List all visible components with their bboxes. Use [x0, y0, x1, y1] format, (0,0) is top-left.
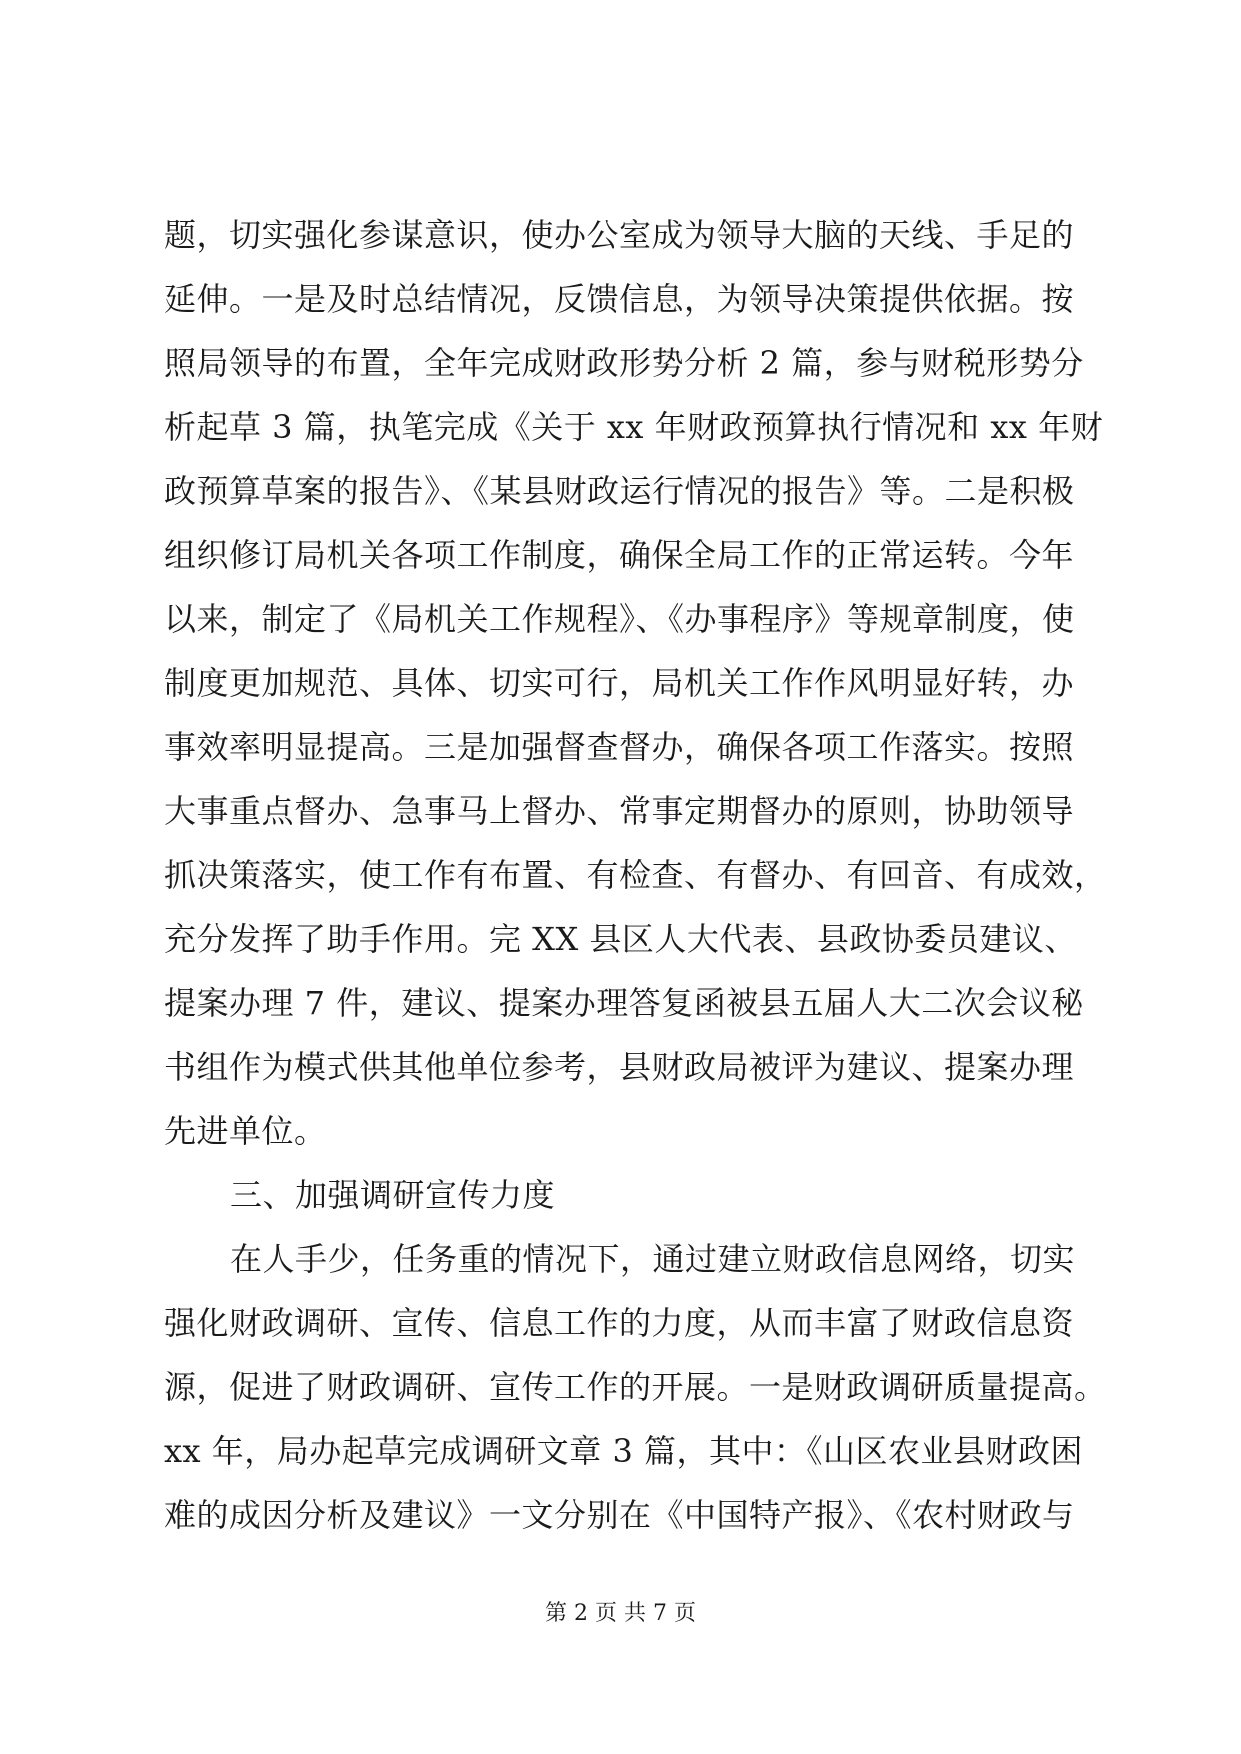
text-line: 事效率明显提高。三是加强督查督办，确保各项工作落实。按照 — [164, 728, 1075, 766]
body-text — [164, 203, 1107, 1547]
text-line: 析起草 3 篇，执笔完成《关于 xx 年财政预算执行情况和 xx 年财 — [164, 408, 1104, 446]
text-line: 充分发挥了助手作用。完 XX 县区人大代表、县政协委员建议、 — [164, 920, 1077, 958]
text-line: xx 年，局办起草完成调研文章 3 篇，其中：《山区农业县财政困 — [164, 1432, 1083, 1470]
text-line: 书组作为模式供其他单位参考，县财政局被评为建议、提案办理 — [164, 1048, 1075, 1086]
text-line: 先进单位。 — [164, 1112, 327, 1150]
text-line: 提案办理 7 件，建议、提案办理答复函被县五届人大二次会议秘 — [164, 984, 1084, 1022]
text-line: 源，促进了财政调研、宣传工作的开展。一是财政调研质量提高。 — [164, 1368, 1107, 1406]
page-number: 第 2 页 共 7 页 — [545, 1601, 696, 1626]
text-line: 抓决策落实，使工作有布置、有检查、有督办、有回音、有成效， — [164, 856, 1107, 894]
text-line: 题，切实强化参谋意识，使办公室成为领导大脑的天线、手足的 — [164, 216, 1075, 254]
text-line: 制度更加规范、具体、切实可行，局机关工作作风明显好转，办 — [164, 664, 1075, 702]
text-line: 大事重点督办、急事马上督办、常事定期督办的原则，协助领导 — [164, 792, 1075, 830]
text-line: 照局领导的布置，全年完成财政形势分析 2 篇，参与财税形势分 — [164, 344, 1084, 382]
text-line: 强化财政调研、宣传、信息工作的力度，从而丰富了财政信息资 — [164, 1304, 1075, 1342]
text-line: 政预算草案的报告》、《某县财政运行情况的报告》等。二是积极 — [164, 472, 1075, 510]
page-footer — [0, 1599, 1241, 1629]
text-line: 以来，制定了《局机关工作规程》、《办事程序》等规章制度，使 — [164, 600, 1075, 638]
text-line: 组织修订局机关各项工作制度，确保全局工作的正常运转。今年 — [164, 536, 1075, 574]
text-line: 在人手少，任务重的情况下，通过建立财政信息网络，切实 — [230, 1240, 1076, 1278]
text-line: 延伸。一是及时总结情况，反馈信息，为领导决策提供依据。按 — [164, 280, 1075, 318]
text-line: 难的成因分析及建议》一文分别在《中国特产报》、《农村财政与 — [164, 1496, 1075, 1534]
section-heading: 三、加强调研宣传力度 — [230, 1176, 556, 1214]
